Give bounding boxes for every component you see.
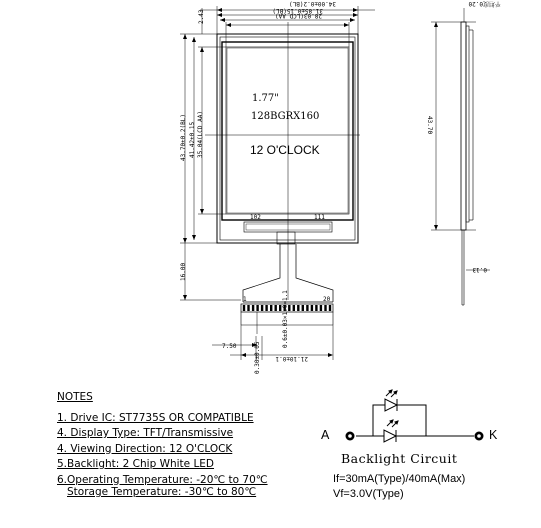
note-operating-temp: 6.Operating Temperature: -20℃ to 70℃: [57, 473, 268, 486]
backlight-circuit-title: Backlight Circuit: [341, 451, 458, 466]
fpc-pad: [275, 305, 277, 311]
fpc-pad: [306, 305, 308, 311]
display-size-label: 1.77": [252, 93, 279, 104]
notes-heading: NOTES: [57, 391, 93, 403]
fpc-pad: [243, 305, 245, 311]
cathode-label: K: [489, 428, 498, 442]
side-view: [461, 8, 473, 305]
dim-side-thickness: 0.13: [472, 266, 487, 273]
fpc-pad: [293, 305, 295, 311]
dim-top-offset: 2.43: [198, 9, 205, 24]
fpc-pad: [311, 305, 313, 311]
fpc-pad: [252, 305, 254, 311]
note-display-type: 4. Display Type: TFT/Transmissive: [57, 427, 234, 439]
dim-width-vertical: 31.85±0.15(BL): [272, 7, 323, 14]
pin-last-label: 20: [323, 296, 331, 303]
dim-pad-pitch: 0.6±0.03×1.9=1.1: [282, 290, 289, 348]
dim-fpc-width: 21.10±0.1: [275, 355, 308, 362]
anode-label: A: [321, 428, 330, 442]
fpc-pad: [256, 305, 258, 311]
backlight-circuit: [346, 390, 484, 442]
fpc-pad: [320, 305, 322, 311]
dim-fpc-length: 16.00: [180, 262, 187, 281]
dim-height-panel: 41.42±0.15: [189, 121, 196, 158]
fpc-pad: [302, 305, 304, 311]
dim-aa-height: 35.04(LCD AA): [197, 111, 204, 158]
dim-pad-width: 0.30±0.05: [254, 341, 261, 374]
backlight-voltage-spec: Vf=3.0V(Type): [333, 488, 404, 500]
viewing-direction-label: 12 O'CLOCK: [250, 143, 320, 157]
fpc-pad: [297, 305, 299, 311]
fpc-mark-left: 102: [250, 214, 261, 221]
fpc-pad: [329, 305, 331, 311]
fpc-mark-right: 111: [314, 214, 325, 221]
fpc-pad: [315, 305, 317, 311]
fpc-pad: [265, 305, 267, 311]
dim-pitch: 7.50: [222, 343, 237, 350]
dimension-lines: [180, 6, 490, 360]
front-view: [205, 22, 360, 334]
dim-aa-width: 28.03(LCD AA): [275, 12, 322, 19]
fpc-pad: [261, 305, 263, 311]
note-drive-ic: 1. Drive IC: ST7735S OR COMPATIBLE: [57, 411, 254, 424]
dim-width-total: 34.00±0.2(BL): [289, 0, 336, 7]
notes-block: [57, 390, 317, 501]
fpc-pad: [247, 305, 249, 311]
dimension-arrows: [183, 8, 438, 357]
note-backlight: 5.Backlight: 2 Chip White LED: [57, 458, 215, 470]
dim-height-total: 43.70±0.2(BL): [180, 114, 187, 161]
flatness-note: 平坦度0.20: [468, 0, 501, 7]
fpc-pad: [324, 305, 326, 311]
backlight-current-spec: If=30mA(Type)/40mA(Max): [333, 473, 466, 485]
dim-side-height: 43.70: [426, 116, 433, 135]
fpc-pad: [270, 305, 272, 311]
note-viewing-direction: 4. Viewing Direction: 12 O'CLOCK: [57, 442, 233, 455]
display-resolution-label: 128BGRX160: [251, 111, 320, 122]
note-storage-temp: Storage Temperature: -30℃ to 80℃: [67, 486, 257, 498]
pin-first-label: 1: [243, 296, 247, 303]
